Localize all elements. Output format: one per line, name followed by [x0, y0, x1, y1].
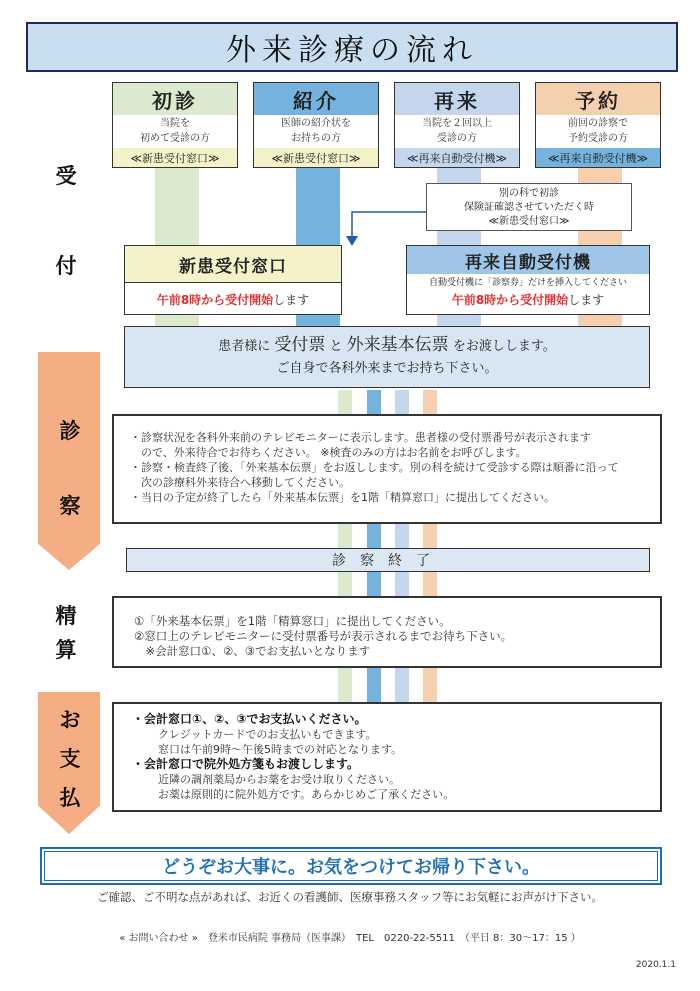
insurance-check-note: 別の科で初診 保険証確認させていただく時 ≪新患受付窓口≫ [426, 183, 632, 231]
handover-box: 患者様に 受付票 と 外来基本伝票 をお渡しします。 ご自身で各科外来までお持ち下さい。 [124, 326, 650, 388]
category-desc: 医師の紹介状を お持ちの方 [281, 118, 351, 144]
desk-sub: 自動受付機に「診察券」だけを挿入してください [428, 278, 627, 288]
category-desc: 当院を２回以上 受診の方 [422, 118, 492, 144]
note-arrow-icon [340, 200, 430, 248]
category-head: 初診 [113, 83, 237, 115]
desk-time: 午前8時から受付開始します [451, 293, 605, 307]
issue-date: 2020.1.1 [635, 960, 676, 970]
section-label-reception: 受 付 [55, 164, 77, 278]
category-head: 予約 [536, 83, 660, 115]
desk-head: 新患受付窓口 [125, 246, 341, 283]
auto-reception-machine [406, 245, 650, 315]
section-label-exam: 診 察 [59, 419, 81, 518]
exam-instructions: ・診察状況を各科外来前のテレビモニターに表示します。患者様の受付票番号が表示されます ので、外来待合でお待ちください。 ※検査のみの方はお名前をお呼びします。 ・診察・検査終了後、「外来基本伝票」をお返しします。別の科を続けて受診する際は順番に沿って 次の診療科外来待合へ移動してください。 ・当日の予定が終了したら「外来基本伝票」を1階「精算窓口」に提出してください。 [112, 414, 662, 524]
category-desc: 当院を 初めて受診の方 [140, 118, 210, 144]
flow-stripe-green-upper [155, 168, 199, 245]
section-label-pay: お 支 払 [59, 708, 81, 810]
flow-stripe-blue-upper [296, 168, 340, 245]
exam-end-bar: 診察終了 [126, 548, 650, 572]
category-window: ≪再来自動受付機≫ [535, 148, 661, 168]
category-window: ≪新患受付窓口≫ [253, 148, 379, 168]
category-desc: 前回の診察で 予約受診の方 [568, 118, 628, 144]
category-window: ≪再来自動受付機≫ [394, 148, 520, 168]
settle-instructions: ①「外来基本伝票」を1階「精算窓口」に提出してください。 ②窓口上のテレビモニターに受付票番号が表示されるまでお待ち下さい。 ※会計窓口①、②、③でお支払いとなります [112, 596, 662, 668]
payment-instructions: ・会計窓口①、②、③でお支払いください。 クレジットカードでのお支払いもできます。 窓口は午前9時～午後5時までの対応となります。 ・会計窓口で院外処方箋もお渡しします。 近隣の調剤薬局からお薬をお受け取りください。 お薬は原則的に院外処方です。あらかじめご了承ください。 [112, 702, 662, 812]
category-head: 再来 [395, 83, 519, 115]
category-head: 紹介 [254, 83, 378, 115]
inquiry-note: ご確認、ご不明な点があれば、お近くの看護師、医療事務スタッフ等にお気軽にお声がけ下さい。 [97, 890, 603, 904]
farewell-banner: どうぞお大事に。お気をつけてお帰り下さい。 [40, 847, 662, 885]
new-patient-desk [124, 245, 342, 315]
contact-info: « お問い合わせ » 登米市民病院 事務局（医事課） TEL 0220-22-5511 （平日 8：30～17：15 ） [119, 933, 581, 944]
page-title: 外来診療の流れ [26, 22, 678, 72]
desk-head: 再来自動受付機 [407, 246, 649, 274]
category-window: ≪新患受付窓口≫ [112, 148, 238, 168]
desk-time: 午前8時から受付開始します [156, 293, 310, 307]
section-label-settle: 精 算 [55, 604, 77, 662]
